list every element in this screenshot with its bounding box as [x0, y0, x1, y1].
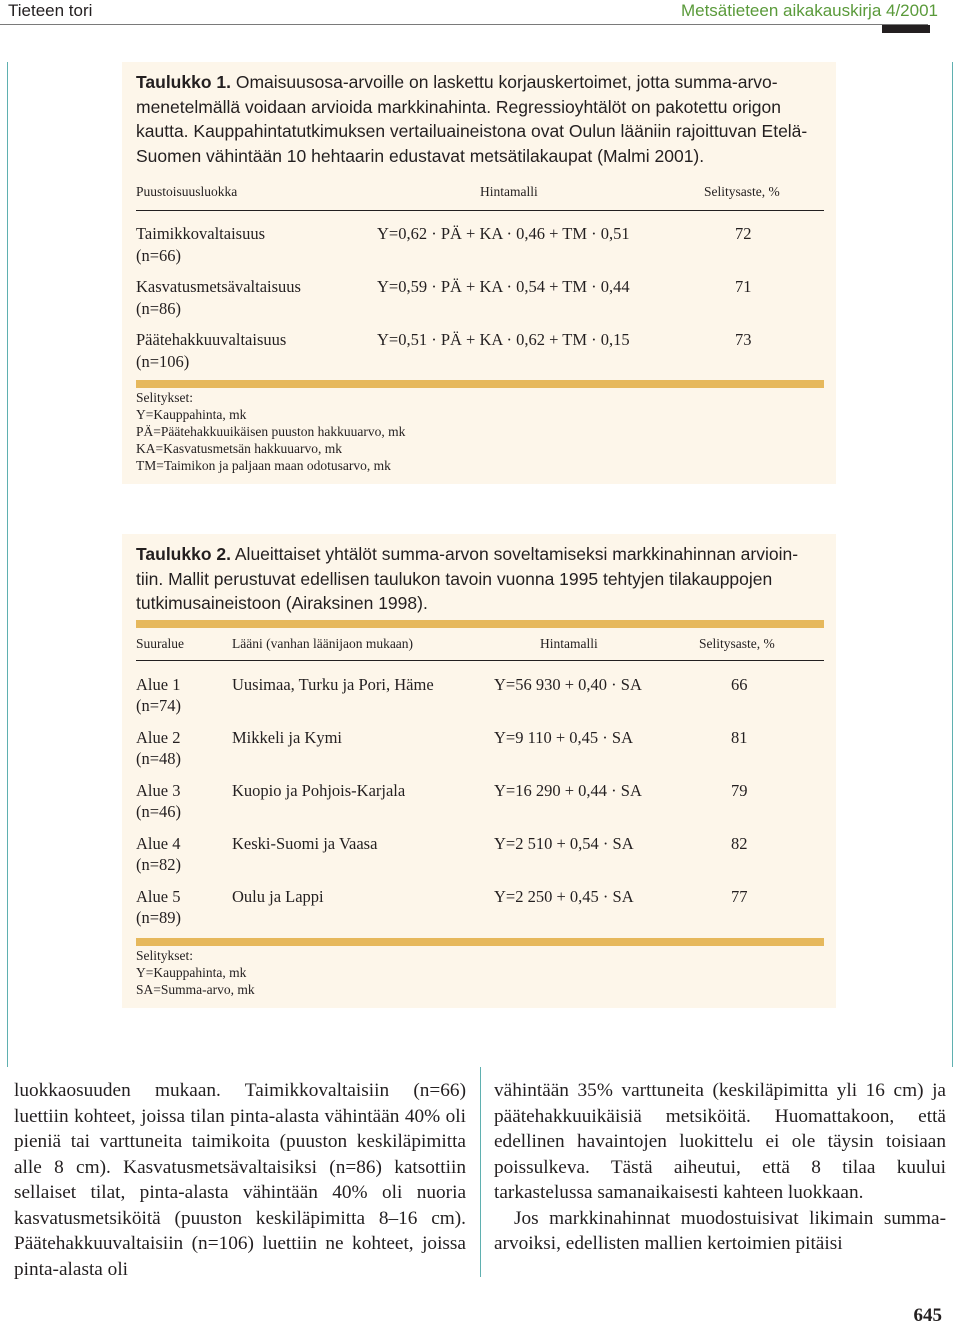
- column-divider: [480, 1067, 481, 1277]
- col-header-r2: Selitysaste, %: [704, 184, 780, 199]
- col-header-r2: Selitysaste, %: [699, 636, 775, 651]
- body-column-left: [14, 1078, 466, 1282]
- col-header-model: Hintamalli: [480, 184, 538, 199]
- header-rule: [136, 660, 824, 661]
- col-header-model: Hintamalli: [540, 636, 598, 651]
- header-rule: [136, 210, 824, 211]
- table-2: Taulukko 2. Alueittaiset yhtälöt summa-arvon soveltamiseksi markkinahinnan arvioin- tiin. Mallit perustuvat edellisen taulukon tavoin vuonna 1995 tehtyjen tilakauppojen tutkimusaineistoon (Airaksinen 1998). Suuralue Lääni (vanhan läänijaon mukaan) Hintamalli Selitysaste, % Alue 1 (n=74) Uusimaa, Turku ja Pori, Häme Y=56 930 + 0,40 · SA 66 Alue 2 (n=48) Mikkeli ja Kymi Y=9 110 + 0,45 · SA 81 Alue 3 (n=46) Kuopio ja Pohjois-Karjala Y=16 290 + 0,44 · SA 79 Alue 4 (n=82) Keski-Suomi ja Vaasa Y=2 510 + 0,54 · SA 82 Alue 5 (n=89) Oulu ja Lappi Y=2 250 + 0,45 · SA 77 Selitykset: Y=Kauppahinta, mk SA=Summa-arvo, mk: [122, 534, 836, 1008]
- table-2-label: Taulukko 2.: [136, 544, 231, 564]
- page-number: 645: [913, 1305, 942, 1326]
- right-margin-line: [952, 62, 953, 1067]
- header-block: [882, 25, 930, 33]
- table-2-caption: Taulukko 2. Alueittaiset yhtälöt summa-arvon soveltamiseksi markkinahinnan arvioin- tiin. Mallit perustuvat edellisen taulukon tavoin vuonna 1995 tehtyjen tilakauppojen tutkimusaineistoon (Airaksinen 1998).: [136, 544, 799, 613]
- col-header-county: Lääni (vanhan läänijaon mukaan): [232, 636, 414, 651]
- left-margin-line: [7, 62, 8, 1067]
- table-bottom-rule: [136, 380, 824, 388]
- table-top-rule: [136, 620, 824, 628]
- table-1: Taulukko 1. Omaisuusosa-arvoille on laskettu korjauskertoimet, jotta summa-arvo- menetelmällä voidaan arvioida markkinahinta. Regressioyhtälöt on pakotettu origon kautta. Kauppahintatutkimuksen vertailuaineistona ovat Oulun lääniin rajoittuvan Etelä- Suomen vähintään 10 hehtaarin edustavat metsätilakaupat (Malmi 2001). Puustoisuusluokka Hintamalli Selitysaste, % Taimikkovaltaisuus (n=66) Y=0,62 · PÄ + KA · 0,46 + TM · 0,51 72 Kasvatusmetsävaltaisuus (n=86) Y=0,59 · PÄ + KA · 0,54 + TM · 0,44 71 Päätehakkuuvaltaisuus (n=106) Y=0,51 · PÄ + KA · 0,62 + TM · 0,15 73 Selitykset: Y=Kauppahinta, mk PÄ=Päätehakkuuikäisen puuston hakkuuarvo, mk KA=Kasvatusmetsän hakkuuarvo, mk TM=Taimikon ja paljaan maan odotusarvo, mk: [122, 62, 836, 484]
- table-bottom-rule: [136, 938, 824, 946]
- header-rule: [0, 24, 928, 25]
- col-header-area: Suuralue: [136, 636, 184, 651]
- body-paragraph: Jos markkinahinnat muodostuisivat likimain summa-arvoiksi, edellisten mallien kertoimien pitäisi: [494, 1207, 946, 1254]
- col-header-class: Puustoisuusluokka: [136, 184, 238, 199]
- running-header: [0, 0, 960, 26]
- body-paragraph: luokkaosuuden mukaan. Taimikkovaltaisiin (n=66) luettiin kohteet, joissa tilan pinta-alasta vähintään 40% oli pieniä tai varttuneita taimikoita (puuston keskiläpimitta alle 8 cm). Kasvatusmetsävaltaisiksi (n=86) katsottiin sellaiset tilat, pinta-alasta vähintään 40% oli nuoria kasvatusmetsiköitä (puuston keskiläpimitta 8–16 cm). Päätehakkuuvaltaisiin (n=106) luettiin ne kohteet, joissa pinta-alasta oli: [14, 1080, 466, 1280]
- table-1-label: Taulukko 1.: [136, 72, 231, 92]
- section-title: Tieteen tori: [8, 1, 93, 20]
- journal-title: Metsätieteen aikakauskirja 4/2001: [680, 1, 938, 20]
- body-column-right: [494, 1078, 946, 1257]
- table-1-caption: Taulukko 1. Omaisuusosa-arvoille on laskettu korjauskertoimet, jotta summa-arvo- menetelmällä voidaan arvioida markkinahinta. Regressioyhtälöt on pakotettu origon kautta. Kauppahintatutkimuksen vertailuaineistona ovat Oulun lääniin rajoittuvan Etelä- Suomen vähintään 10 hehtaarin edustavat metsätilakaupat (Malmi 2001).: [136, 72, 808, 166]
- body-paragraph: vähintään 35% varttuneita (keskiläpimitta yli 16 cm) ja päätehakkuuikäisiä metsiköitä. Huomattakoon, että edellinen havaintojen luokittelu ei ole täysin toisiaan poissulkeva. Tästä aiheutui, että 8 tilaa kuului tarkastelussa samanaikaisesti kahteen luokkaan.: [494, 1080, 946, 1203]
